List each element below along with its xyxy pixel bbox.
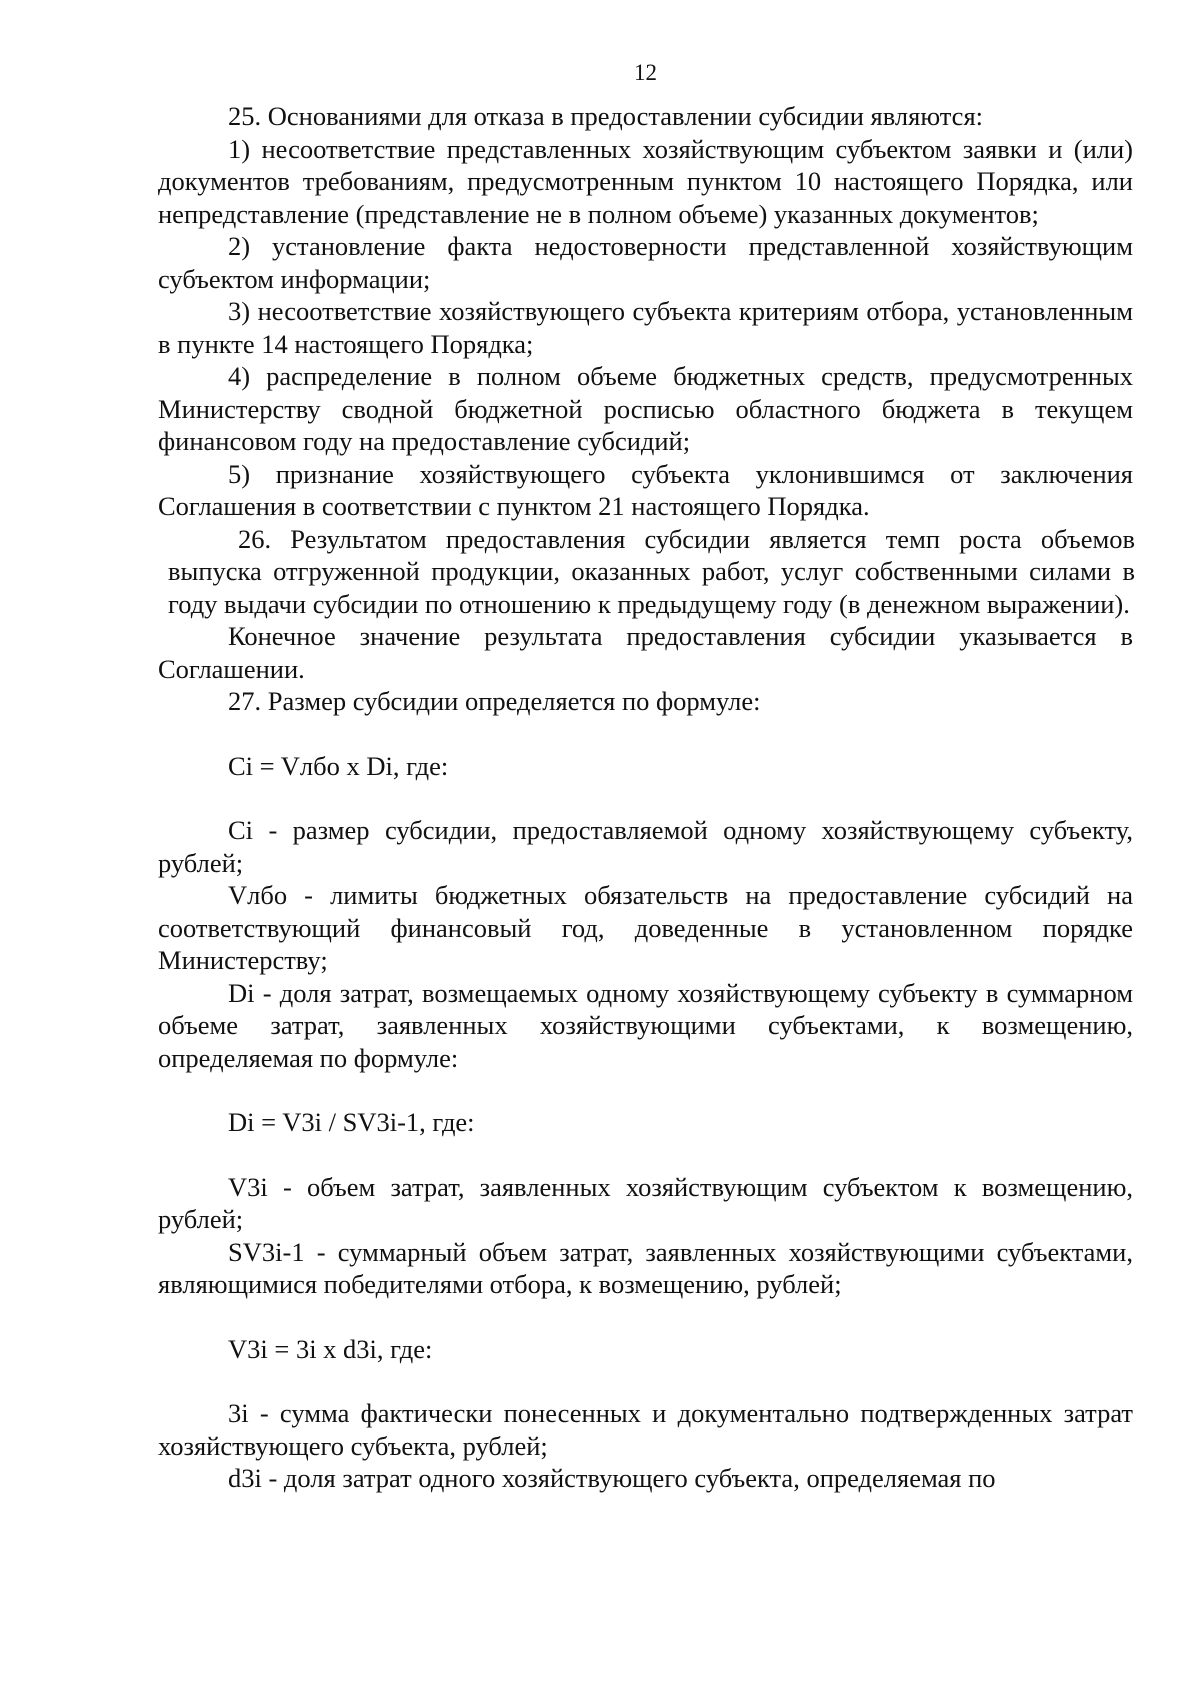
definition-d3i: d3i - доля затрат одного хозяйствующего субъекта, определяемая по <box>228 1463 996 1493</box>
paragraph-25-heading: 25. Основаниями для отказа в предоставлении субсидии являются: <box>228 101 983 131</box>
definition-vlbo: Vлбо - лимиты бюджетных обязательств на предоставление субсидий на соответствующий финансовый год, доведенные в установленном порядке Министерству; <box>158 880 1133 975</box>
definition-di: Di - доля затрат, возмещаемых одному хозяйствующему субъекту в суммарном объеме затрат, заявленных хозяйствующими субъектами, к возмещению, определяемая по формуле: <box>158 977 1133 1073</box>
document-body <box>158 100 1133 1495</box>
list-item-1: 1) несоответствие представленных хозяйствующим субъектом заявки и (или) документов требованиям, предусмотренным пунктом 10 настоящего Порядка, или непредставление (представление не в полном объеме) указанных документов; <box>158 133 1133 229</box>
definition-v3i: V3i - объем затрат, заявленных хозяйствующим субъектом к возмещению, рублей; <box>158 1171 1133 1234</box>
paragraph-27: 27. Размер субсидии определяется по формуле: <box>228 686 761 716</box>
paragraph-26: 26. Результатом предоставления субсидии является темп роста объемов выпуска отгруженной продукции, оказанных работ, услуг собственными силами в году выдачи субсидии по отношению к предыдущему году (в денежном выражении). <box>168 523 1135 619</box>
definition-sv3i: SV3i-1 - суммарный объем затрат, заявленных хозяйствующими субъектами, являющимися победителями отбора, к возмещению, рублей; <box>158 1236 1133 1299</box>
definition-ci: Ci - размер субсидии, предоставляемой одному хозяйствующему субъекту, рублей; <box>158 815 1133 878</box>
list-item-2: 2) установление факта недостоверности представленной хозяйствующим субъектом информации; <box>158 231 1133 294</box>
page-number: 12 <box>634 60 657 85</box>
document-page <box>158 0 1133 1697</box>
formula-di: Di = V3i / SV3i-1, где: <box>228 1107 475 1137</box>
formula-ci: Ci = Vлбо x Di, где: <box>228 750 449 781</box>
definition-3i: 3i - сумма фактически понесенных и документально подтвержденных затрат хозяйствующего субъекта, рублей; <box>158 1398 1133 1461</box>
paragraph-final-value: Конечное значение результата предоставления субсидии указывается в Соглашении. <box>158 621 1133 684</box>
list-item-3: 3) несоответствие хозяйствующего субъекта критериям отбора, установленным в пункте 14 настоящего Порядка; <box>158 296 1133 359</box>
list-item-4: 4) распределение в полном объеме бюджетных средств, предусмотренных Министерству сводной бюджетной росписью областного бюджета в текущем финансовом году на предоставление субсидий; <box>158 361 1133 456</box>
list-item-5: 5) признание хозяйствующего субъекта уклонившимся от заключения Соглашения в соответствии с пунктом 21 настоящего Порядка. <box>158 458 1133 521</box>
formula-v3i: V3i = 3i x d3i, где: <box>228 1333 433 1364</box>
